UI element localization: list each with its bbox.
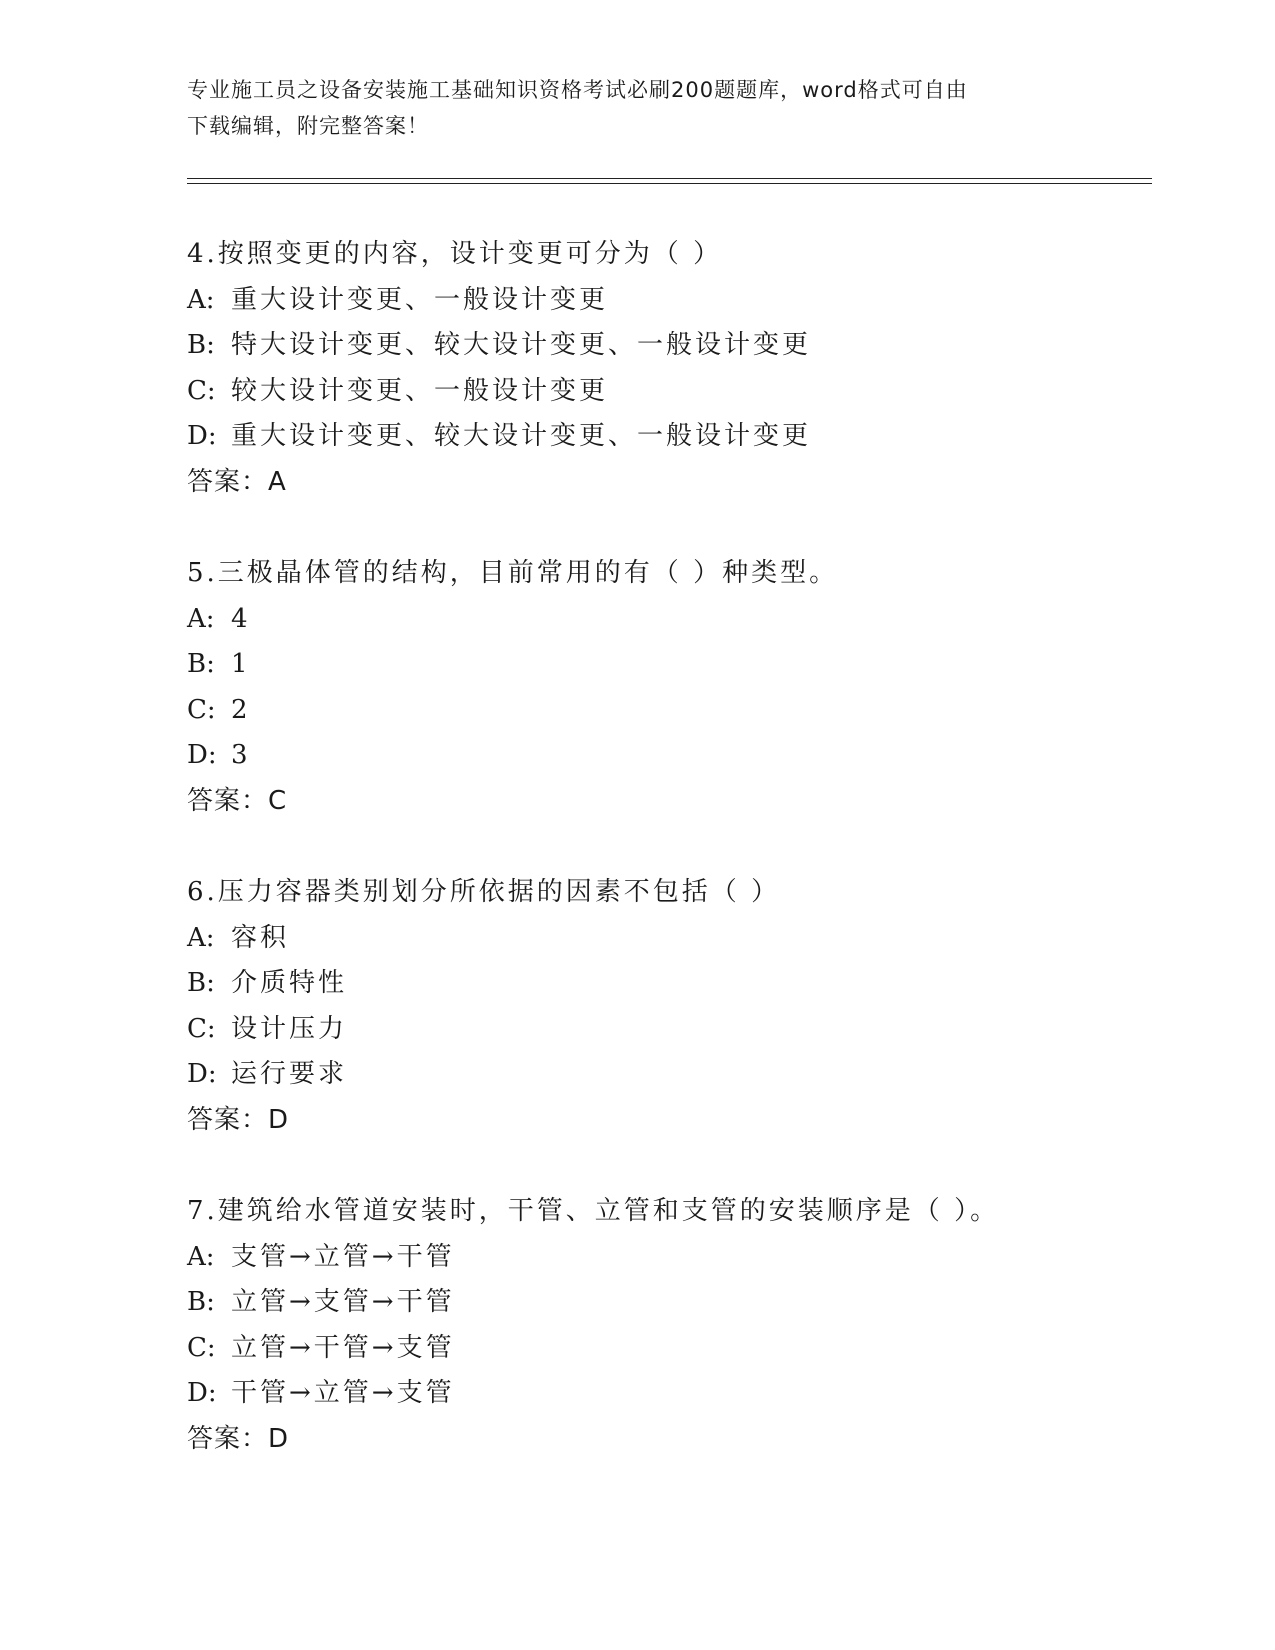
option-key: A:	[187, 1241, 215, 1272]
option-b	[187, 642, 1147, 688]
option-text: 3	[231, 740, 251, 770]
option-text: 立管→干管→支管	[231, 1332, 455, 1363]
option-d	[187, 1052, 1147, 1098]
option-text: 特大设计变更、较大设计变更、一般设计变更	[231, 330, 812, 360]
answer-line: 答案：D	[187, 1104, 290, 1135]
option-text: 较大设计变更、一般设计变更	[231, 375, 609, 406]
option-key: D:	[187, 740, 217, 770]
option-a	[187, 1235, 1147, 1281]
option-d	[187, 414, 1147, 460]
option-b	[187, 961, 1147, 1007]
question-stem: 5.三极晶体管的结构，目前常用的有（ ）种类型。	[187, 558, 839, 588]
option-key: B:	[187, 330, 215, 360]
option-c	[187, 369, 1147, 415]
option-c	[187, 688, 1147, 734]
option-a	[187, 278, 1147, 324]
option-key: C:	[187, 1013, 216, 1044]
option-text: 设计压力	[231, 1013, 348, 1044]
option-key: A:	[187, 603, 215, 634]
option-key: D:	[187, 1059, 217, 1089]
option-key: C:	[187, 694, 216, 725]
question-6	[187, 870, 1147, 1143]
option-a	[187, 916, 1147, 962]
option-c	[187, 1326, 1147, 1372]
question-stem: 6.压力容器类别划分所依据的因素不包括（ ）	[187, 877, 781, 907]
option-text: 重大设计变更、一般设计变更	[231, 284, 609, 315]
option-key: C:	[187, 375, 216, 406]
option-text: 立管→支管→干管	[231, 1287, 455, 1317]
option-b	[187, 323, 1147, 369]
question-7	[187, 1189, 1147, 1462]
option-key: D:	[187, 1378, 217, 1408]
header-divider-top	[187, 178, 1152, 179]
option-c	[187, 1007, 1147, 1053]
document-header	[187, 72, 1087, 144]
option-text: 支管→立管→干管	[231, 1241, 455, 1272]
header-divider-bottom	[187, 183, 1152, 184]
header-line-2: 下载编辑，附完整答案！	[187, 114, 429, 138]
question-stem: 4.按照变更的内容，设计变更可分为（ ）	[187, 239, 723, 269]
option-key: A:	[187, 922, 215, 953]
option-key: A:	[187, 284, 215, 315]
option-text: 2	[231, 694, 251, 725]
question-stem: 7.建筑给水管道安装时，干管、立管和支管的安装顺序是（ ）。	[187, 1196, 1000, 1226]
option-text: 4	[231, 603, 251, 634]
option-key: B:	[187, 968, 215, 998]
answer-line: 答案：A	[187, 466, 287, 497]
option-key: B:	[187, 1287, 215, 1317]
option-key: D:	[187, 421, 217, 451]
option-a	[187, 597, 1147, 643]
question-5	[187, 551, 1147, 824]
option-text: 运行要求	[231, 1059, 348, 1089]
answer-line: 答案：C	[187, 785, 288, 816]
option-text: 干管→立管→支管	[231, 1378, 455, 1408]
answer-line: 答案：D	[187, 1423, 290, 1454]
option-d	[187, 733, 1147, 779]
option-text: 重大设计变更、较大设计变更、一般设计变更	[231, 421, 812, 451]
question-4	[187, 232, 1147, 505]
option-text: 介质特性	[231, 968, 348, 998]
option-d	[187, 1371, 1147, 1417]
header-line-1: 专业施工员之设备安装施工基础知识资格考试必刷200题题库，word格式可自由	[187, 78, 968, 102]
option-key: B:	[187, 649, 215, 679]
option-text: 1	[231, 649, 251, 679]
option-b	[187, 1280, 1147, 1326]
option-key: C:	[187, 1332, 216, 1363]
option-text: 容积	[231, 922, 290, 953]
